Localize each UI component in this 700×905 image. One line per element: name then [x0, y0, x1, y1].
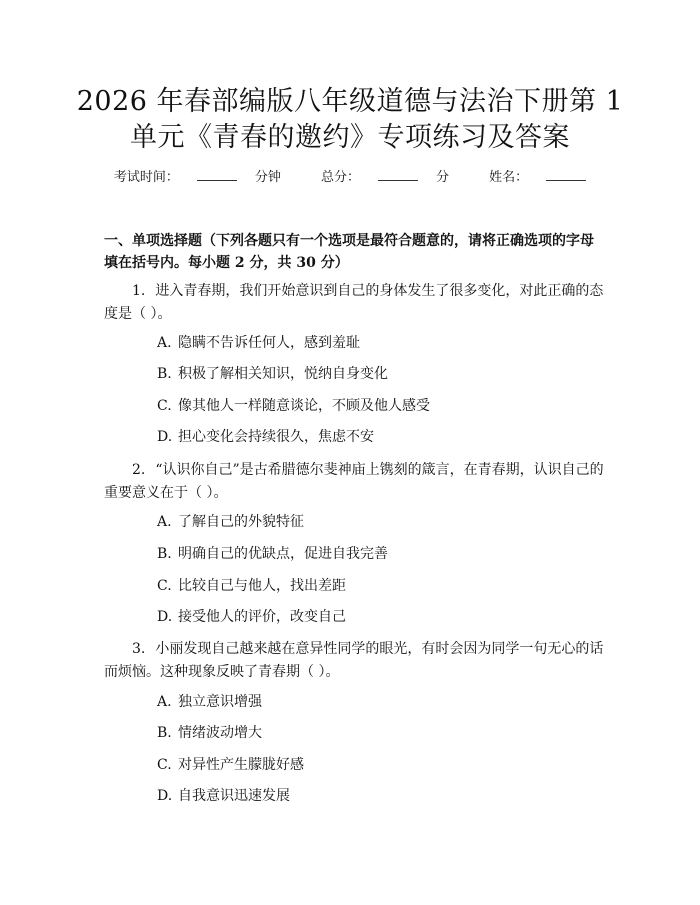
option-letter: D. — [157, 429, 173, 445]
total-score-field — [312, 170, 458, 185]
question-2-option-d — [157, 608, 346, 626]
question-1-stem — [104, 280, 604, 326]
option-text: 积极了解相关知识，悦纳自身变化 — [178, 366, 388, 382]
option-letter: C. — [157, 398, 172, 414]
total-score-blank — [378, 168, 418, 181]
question-3-text: 小丽发现自己越来越在意异性同学的眼光，有时会因为同学一句无心的话而烦恼。这种现象反映了青春期（ ）。 — [104, 641, 604, 680]
exam-time-field — [105, 170, 290, 185]
question-1-option-d — [157, 428, 374, 446]
option-text: 情绪波动增大 — [178, 725, 262, 741]
option-letter: A. — [157, 514, 172, 530]
option-letter: A. — [157, 694, 172, 710]
option-letter: B. — [157, 546, 172, 562]
question-3-stem — [104, 638, 604, 684]
question-3-number: 3. — [132, 641, 146, 657]
document-title-line-2: 单元《青春的邀约》专项练习及答案 — [130, 122, 570, 153]
exam-info-line — [0, 168, 700, 187]
question-3-option-b — [157, 724, 262, 742]
option-letter: B. — [157, 725, 172, 741]
student-name-blank — [546, 168, 586, 181]
question-2-option-b — [157, 545, 388, 563]
exam-time-label: 考试时间： — [113, 170, 179, 185]
option-text: 对异性产生朦胧好感 — [178, 757, 304, 773]
document-title-line-1: 2026 年春部编版八年级道德与法治下册第 1 — [76, 86, 624, 117]
option-text: 接受他人的评价，改变自己 — [178, 609, 346, 625]
question-2-text: “认识你自己”是古希腊德尔斐神庙上镌刻的箴言，在青春期，认识自己的重要意义在于（ ）。 — [104, 462, 604, 501]
option-letter: D. — [157, 788, 173, 804]
option-text: 像其他人一样随意谈论，不顾及他人感受 — [178, 398, 430, 414]
total-score-label: 总分： — [320, 170, 360, 185]
question-1-number: 1. — [132, 283, 146, 299]
exam-time-blank — [197, 168, 237, 181]
question-1-option-c — [157, 397, 430, 415]
option-letter: B. — [157, 366, 172, 382]
question-3-option-d — [157, 787, 290, 805]
question-2-number: 2. — [132, 462, 146, 478]
question-3-option-a — [157, 693, 262, 711]
question-3-option-c — [157, 756, 304, 774]
option-letter: D. — [157, 609, 173, 625]
option-letter: C. — [157, 757, 172, 773]
question-1-option-a — [157, 334, 360, 352]
option-text: 独立意识增强 — [178, 694, 262, 710]
option-text: 自我意识迅速发展 — [178, 788, 290, 804]
question-2-option-c — [157, 577, 346, 595]
option-text: 明确自己的优缺点，促进自我完善 — [178, 546, 388, 562]
option-text: 比较自己与他人，找出差距 — [178, 578, 346, 594]
option-text: 了解自己的外貌特征 — [178, 514, 304, 530]
question-2-stem — [104, 459, 604, 505]
student-name-label: 姓名： — [489, 170, 529, 185]
option-text: 担心变化会持续很久，焦虑不安 — [178, 429, 374, 445]
option-letter: C. — [157, 578, 172, 594]
exam-time-unit: 分钟 — [254, 170, 281, 185]
option-letter: A. — [157, 335, 172, 351]
question-2-option-a — [157, 513, 304, 531]
question-1-text: 进入青春期，我们开始意识到自己的身体发生了很多变化，对此正确的态度是（ ）。 — [104, 283, 604, 322]
option-text: 隐瞒不告诉任何人，感到羞耻 — [178, 335, 360, 351]
section-heading: 一、单项选择题（下列各题只有一个选项是最符合题意的，请将正确选项的字母填在括号内。每小题 2 分，共 30 分） — [104, 233, 594, 271]
total-score-unit: 分 — [436, 170, 450, 185]
student-name-field — [480, 170, 595, 185]
question-1-option-b — [157, 365, 388, 383]
